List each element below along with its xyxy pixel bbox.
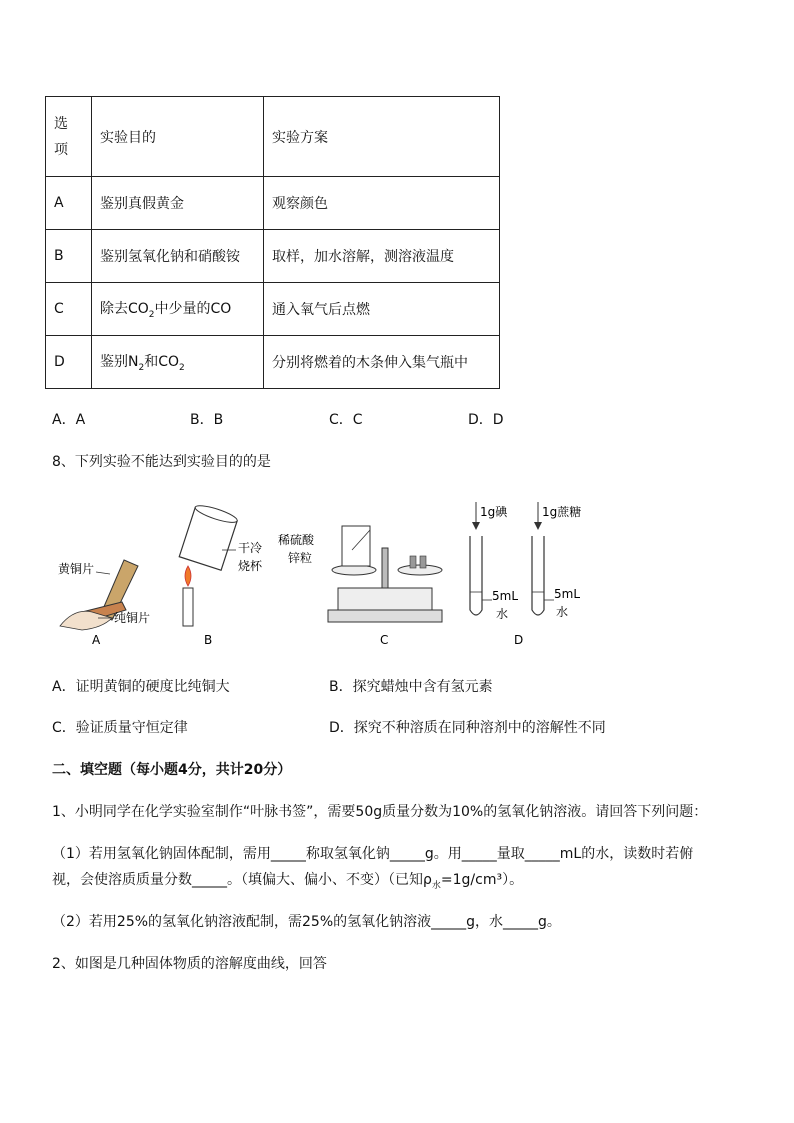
table-row (46, 230, 500, 283)
q7-choice-c: C．C (329, 412, 363, 428)
row-purpose: 鉴别氢氧化钠和硝酸铵 (92, 230, 264, 283)
row-option: B (46, 230, 92, 283)
section-heading: 二、填空题（每小题4分，共计20分） (52, 762, 292, 778)
q7-choice-a: A．A (52, 412, 86, 428)
q8-choice-a: A．证明黄铜的硬度比纯铜大 (52, 679, 230, 695)
table-header-row (46, 97, 500, 177)
row-plan: 通入氧气后点燃 (264, 283, 500, 336)
label-brass: 黄铜片 (58, 562, 95, 576)
subscript: 2 (148, 309, 155, 320)
row-plan: 分别将燃着的木条伸入集气瓶中 (264, 336, 500, 389)
label-water-1: 水 (496, 607, 509, 621)
label-acid: 稀硫酸 (278, 533, 315, 547)
header-plan: 实验方案 (264, 97, 500, 177)
label-a: A (92, 633, 101, 647)
label-c: C (380, 633, 389, 647)
label-b: B (204, 633, 213, 647)
q8-choice-b: B．探究蜡烛中含有氢元素 (329, 679, 493, 695)
label-volume-2: 5mL (554, 587, 581, 601)
label-water-2: 水 (556, 605, 569, 619)
table-row (46, 336, 500, 389)
subscript: 水 (431, 880, 441, 891)
q7-choice-d: D．D (468, 412, 504, 428)
q8-choice-c: C．验证质量守恒定律 (52, 720, 188, 736)
row-purpose (92, 283, 264, 336)
header-option (46, 97, 92, 177)
q8-choice-d: D．探究不种溶质在同种溶剂中的溶解性不同 (329, 720, 606, 736)
row-option: A (46, 177, 92, 230)
q1-part2: （2）若用25%的氢氧化钠溶液配制，需25%的氢氧化钠溶液_____g，水_____g。 (52, 914, 561, 930)
purpose-text: 除去CO (100, 301, 149, 318)
q8-experiment-figure (52, 500, 612, 648)
subscript: 2 (179, 362, 185, 373)
row-option: D (46, 336, 92, 389)
row-plan: 观察颜色 (264, 177, 500, 230)
q7-choice-b: B．B (190, 412, 224, 428)
q8-stem: 8、下列实验不能达到实验目的的是 (52, 454, 271, 470)
header-purpose: 实验目的 (92, 97, 264, 177)
label-d: D (514, 633, 524, 647)
label-beaker: 烧杯 (238, 559, 263, 573)
label-volume-1: 5mL (492, 589, 519, 603)
row-purpose (92, 336, 264, 389)
q1-part1-line2 (52, 869, 523, 891)
purpose-text: 鉴别N (100, 354, 139, 371)
options-table (45, 96, 500, 389)
experiment-b-illustration (179, 502, 238, 626)
q1-part1-line2-pre: 视，会使溶质质量分数_____。（填偏大、偏小、不变）（已知ρ (52, 872, 432, 888)
label-zinc: 锌粒 (288, 551, 313, 565)
row-plan: 取样，加水溶解，测溶液温度 (264, 230, 500, 283)
experiment-c-illustration (328, 526, 442, 622)
subscript: 2 (138, 362, 145, 373)
purpose-text: 和CO (144, 354, 180, 371)
q1-part1-line2-post: =1g/cm³）。 (440, 872, 524, 888)
header-option-text: 选项 (54, 115, 68, 158)
q1-stem: 1、小明同学在化学实验室制作“叶脉书签”，需要50g质量分数为10%的氢氧化钠溶液。请回答下列问题： (52, 804, 708, 820)
table-row (46, 177, 500, 230)
label-iodine: 1g碘 (480, 505, 508, 519)
table-row (46, 283, 500, 336)
q2-stem: 2、如图是几种固体物质的溶解度曲线，回答 (52, 956, 327, 972)
label-pure-copper: 纯铜片 (114, 611, 151, 625)
row-purpose: 鉴别真假黄金 (92, 177, 264, 230)
row-option: C (46, 283, 92, 336)
q1-part1-line1: （1）若用氢氧化钠固体配制，需用_____称取氢氧化钠_____g。用_____量取_____mL的水，读数时若俯 (52, 846, 694, 862)
label-dry-cold: 干冷 (238, 541, 263, 555)
purpose-text: 中少量的CO (154, 301, 232, 318)
label-sucrose: 1g蔗糖 (542, 505, 582, 519)
